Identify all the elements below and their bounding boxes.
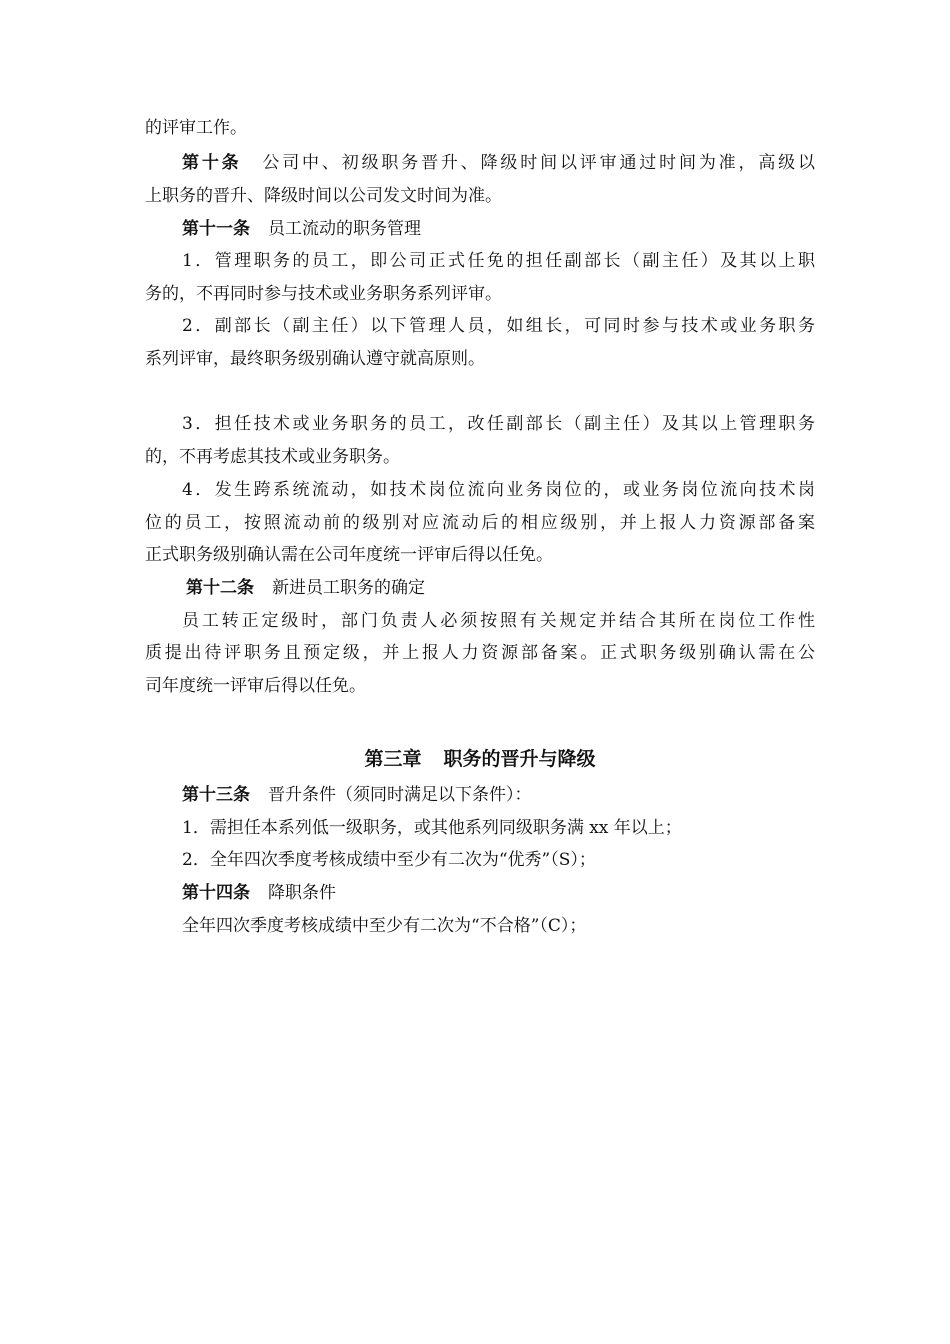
article-14-title: 第十四条 [182,883,250,903]
paragraph-line: 4．发生跨系统流动，如技术岗位流向业务岗位的，或业务岗位流向技术岗 [182,480,815,500]
article-12-heading [186,571,815,605]
paragraph-line: 3．担任技术或业务职务的员工，改任副部长（副主任）及其以上管理职务 [182,414,815,434]
article-10-title: 第十条 [182,153,242,173]
paragraph-line: 系列评审，最终职务级别确认遵守就高原则。 [145,349,485,369]
paragraph-line: 质提出待评职务且预定级，并上报人力资源部备案。正式职务级别确认需在公 [145,643,815,663]
paragraph-line: 的评审工作。 [145,118,247,138]
paragraph-line: 司年度统一评审后得以任免。 [145,676,366,696]
article-13-subject: 晋升条件（须同时满足以下条件）： [268,785,532,805]
article-13-title: 第十三条 [182,785,250,805]
paragraph-line: 务的，不再同时参与技术或业务职务系列评审。 [145,284,502,304]
article-10-text: 公司中、初级职务晋升、降级时间以评审通过时间为准，高级以 [259,153,816,173]
article-14-heading [182,876,815,910]
article-12-subject: 新进员工职务的确定 [272,578,425,598]
list-item: 2．全年四次季度考核成绩中至少有二次为“优秀”（S）； [182,850,596,870]
list-item: 1．需担任本系列低一级职务，或其他系列同级职务满 xx 年以上； [182,818,682,838]
paragraph-line: 位的员工，按照流动前的级别对应流动后的相应级别，并上报人力资源部备案 [145,513,815,533]
paragraph-line: 2．副部长（副主任）以下管理人员，如组长，可同时参与技术或业务职务 [182,316,815,336]
article-10-line-1 [182,146,815,180]
article-14-subject: 降职条件 [268,883,336,903]
paragraph-line: 全年四次季度考核成绩中至少有二次为“不合格”（C）； [182,916,587,936]
paragraph-line: 1．管理职务的员工，即公司正式任免的担任副部长（副主任）及其以上职 [182,251,815,271]
paragraph-line: 员工转正定级时，部门负责人必须按照有关规定并结合其所在岗位工作性 [182,611,815,631]
article-11-subject: 员工流动的职务管理 [268,219,421,239]
chapter-heading [145,742,815,776]
chapter-number: 第三章 [364,748,422,770]
paragraph-line: 上职务的晋升、降级时间以公司发文时间为准。 [145,186,502,206]
paragraph-line: 的，不再考虑其技术或业务职务。 [145,447,400,467]
article-12-title: 第十二条 [186,578,254,598]
chapter-title: 职务的晋升与降级 [443,748,596,770]
article-13-heading [182,778,815,812]
article-11-heading [182,212,815,246]
article-11-title: 第十一条 [182,219,250,239]
paragraph-line: 正式职务级别确认需在公司年度统一评审后得以任免。 [145,545,553,565]
